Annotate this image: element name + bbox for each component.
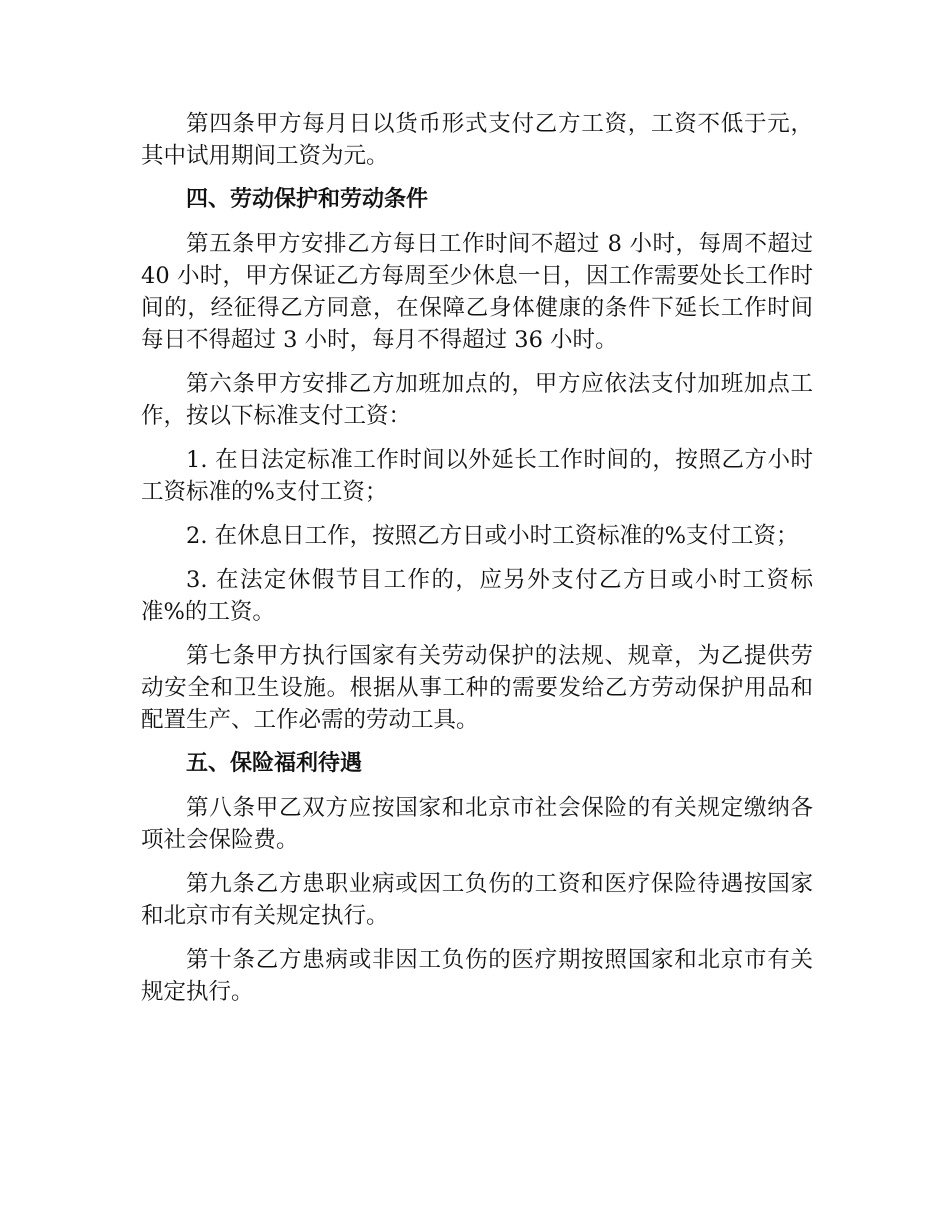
overtime-item-3: 3. 在法定休假节目工作的，应另外支付乙方日或小时工资标准%的工资。	[141, 567, 813, 625]
section-heading-5: 五、保险福利待遇	[186, 751, 363, 776]
overtime-item-1: 1. 在日法定标准工作时间以外延长工作时间的，按照乙方小时工资标准的%支付工资；	[141, 447, 813, 505]
article-5-paragraph: 第五条甲方安排乙方每日工作时间不超过 8 小时，每周不超过 40 小时，甲方保证乙方每周至少休息一日，因工作需要处长工作时间的，经征得乙方同意，在保障乙身体健康的条件下延长工作时间每日不得超过 3 小时，每月不得超过 36 小时。	[141, 231, 813, 353]
article-7-paragraph: 第七条甲方执行国家有关劳动保护的法规、规章，为乙提供劳动安全和卫生设施。根据从事工种的需要发给乙方劳动保护用品和配置生产、工作必需的劳动工具。	[141, 643, 813, 733]
article-9-paragraph: 第九条乙方患职业病或因工负伤的工资和医疗保险待遇按国家和北京市有关规定执行。	[141, 871, 813, 929]
overtime-item-2: 2. 在休息日工作，按照乙方日或小时工资标准的%支付工资；	[186, 523, 799, 549]
section-heading-4: 四、劳动保护和劳动条件	[186, 187, 429, 212]
document-body	[141, 108, 813, 1020]
article-8-paragraph: 第八条甲乙双方应按国家和北京市社会保险的有关规定缴纳各项社会保险费。	[141, 795, 813, 853]
article-10-paragraph: 第十条乙方患病或非因工负伤的医疗期按照国家和北京市有关规定执行。	[141, 947, 813, 1005]
article-4-paragraph: 第四条甲方每月日以货币形式支付乙方工资，工资不低于元，其中试用期间工资为元。	[141, 111, 813, 169]
article-6-paragraph: 第六条甲方安排乙方加班加点的，甲方应依法支付加班加点工作，按以下标准支付工资：	[141, 371, 813, 429]
